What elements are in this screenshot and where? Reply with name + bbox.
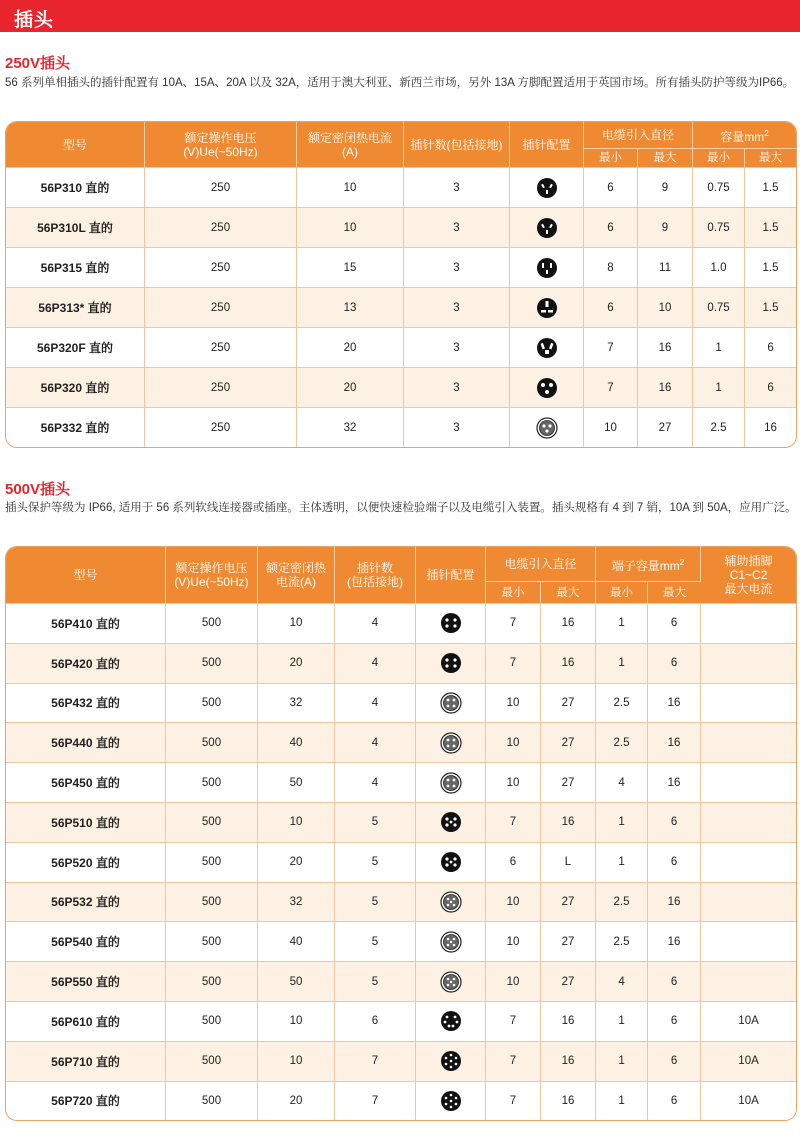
cell-current: 32 — [297, 407, 404, 447]
cell-kmin: 2.5 — [596, 882, 648, 922]
cell-cmax: 27 — [638, 407, 693, 447]
cell-current: 10 — [258, 1041, 335, 1081]
plug-4pin-large-icon — [440, 772, 462, 794]
pin-config-cell — [510, 407, 584, 447]
cell-voltage: 500 — [166, 1081, 258, 1121]
pin-config-cell — [416, 762, 486, 802]
cell-kmin: 2.5 — [693, 407, 745, 447]
cell-current: 20 — [297, 367, 404, 407]
table-row — [6, 722, 796, 762]
cell-pins: 4 — [335, 683, 416, 723]
cell-pins: 7 — [335, 1081, 416, 1121]
pin-config-cell — [510, 167, 584, 207]
cell-kmax: 1.5 — [745, 247, 796, 287]
cell-model: 56P710 直的 — [6, 1041, 166, 1081]
cell-pins: 4 — [335, 603, 416, 643]
header-capacity-max: 最大 — [648, 581, 701, 603]
cell-current: 10 — [258, 1001, 335, 1041]
pin-config-cell — [510, 287, 584, 327]
cell-current: 50 — [258, 961, 335, 1001]
cell-current: 32 — [258, 683, 335, 723]
cell-model: 56P510 直的 — [6, 802, 166, 842]
section-500v-title: 500V插头 — [5, 481, 71, 498]
cell-model: 56P520 直的 — [6, 842, 166, 882]
header-aux-current: 辅助插脚 C1~C2 最大电流 — [701, 547, 796, 603]
table-row — [6, 882, 796, 922]
header-capacity-min: 最小 — [693, 148, 745, 167]
cell-pins: 7 — [335, 1041, 416, 1081]
table-row — [6, 683, 796, 723]
cell-cmax: 27 — [541, 921, 596, 961]
pin-config-cell — [416, 722, 486, 762]
table-row — [6, 802, 796, 842]
cell-kmin: 1 — [596, 603, 648, 643]
cell-pins: 3 — [404, 407, 510, 447]
cell-pins: 3 — [404, 367, 510, 407]
cell-model: 56P332 直的 — [6, 407, 145, 447]
cell-aux — [701, 683, 796, 723]
header-cable-max: 最大 — [638, 148, 693, 167]
cell-cmin: 10 — [486, 921, 541, 961]
table-row — [6, 603, 796, 643]
cell-kmax: 16 — [648, 921, 701, 961]
header-voltage: 额定操作电压 (V)Ue(~50Hz) — [145, 122, 297, 167]
cell-voltage: 250 — [145, 407, 297, 447]
cell-kmax: 6 — [648, 802, 701, 842]
cell-model: 56P450 直的 — [6, 762, 166, 802]
pin-config-cell — [416, 1041, 486, 1081]
header-capacity: 容量$mm^2$ — [693, 122, 796, 148]
cell-cmax: 27 — [541, 882, 596, 922]
cell-current: 20 — [258, 842, 335, 882]
cell-kmax: 6 — [648, 643, 701, 683]
plug-6pin-icon — [440, 1010, 462, 1032]
plug-4pin-icon — [440, 652, 462, 674]
plug-5pin-large-icon — [440, 891, 462, 913]
header-capacity-max: 最大 — [745, 148, 796, 167]
plug-5pin-large-icon — [440, 931, 462, 953]
table-row — [6, 921, 796, 961]
cell-cmax: 27 — [541, 683, 596, 723]
header-cable-max: 最大 — [541, 581, 596, 603]
cell-cmin: 7 — [486, 1041, 541, 1081]
cell-kmax: 6 — [745, 367, 796, 407]
header-cable-min: 最小 — [486, 581, 541, 603]
cell-cmax: 16 — [541, 1041, 596, 1081]
cell-cmin: 10 — [486, 762, 541, 802]
cell-cmin: 6 — [584, 207, 638, 247]
cell-cmax: 16 — [541, 603, 596, 643]
cell-voltage: 250 — [145, 327, 297, 367]
cell-kmin: 0.75 — [693, 167, 745, 207]
cell-kmin: 1 — [596, 643, 648, 683]
cell-voltage: 500 — [166, 1041, 258, 1081]
cell-voltage: 250 — [145, 287, 297, 327]
pin-config-cell — [416, 842, 486, 882]
cell-aux — [701, 643, 796, 683]
cell-pins: 4 — [335, 643, 416, 683]
cell-cmin: 7 — [486, 802, 541, 842]
cell-kmin: 1 — [596, 1001, 648, 1041]
cell-model: 56P310L 直的 — [6, 207, 145, 247]
pin-config-cell — [416, 603, 486, 643]
cell-cmax: 27 — [541, 762, 596, 802]
cell-cmin: 7 — [486, 1081, 541, 1121]
cell-voltage: 250 — [145, 247, 297, 287]
cell-cmin: 7 — [486, 1001, 541, 1041]
table-row — [6, 367, 796, 407]
table-row — [6, 842, 796, 882]
cell-voltage: 500 — [166, 762, 258, 802]
cell-cmin: 10 — [486, 961, 541, 1001]
cell-pins: 4 — [335, 762, 416, 802]
cell-kmax: 6 — [648, 961, 701, 1001]
header-pins: 插针数 (包括接地) — [335, 547, 416, 603]
cell-cmax: 16 — [541, 643, 596, 683]
plug-3pin-vertical-icon — [536, 257, 558, 279]
cell-cmin: 8 — [584, 247, 638, 287]
plug-4pin-large-icon — [440, 692, 462, 714]
cell-pins: 3 — [404, 287, 510, 327]
cell-cmax: 16 — [541, 802, 596, 842]
cell-current: 10 — [297, 167, 404, 207]
pin-config-cell — [416, 921, 486, 961]
pin-config-cell — [416, 882, 486, 922]
cell-kmin: 4 — [596, 762, 648, 802]
table-500v — [5, 546, 797, 1121]
cell-cmax: 27 — [541, 722, 596, 762]
page-title: 插头 — [14, 10, 55, 31]
cell-voltage: 250 — [145, 167, 297, 207]
table-row — [6, 643, 796, 683]
plug-5pin-icon — [440, 811, 462, 833]
cell-cmax: 27 — [541, 961, 596, 1001]
cell-kmin: 1 — [693, 327, 745, 367]
pin-config-cell — [510, 367, 584, 407]
cell-cmax: 16 — [638, 327, 693, 367]
cell-kmax: 16 — [648, 882, 701, 922]
cell-kmin: 0.75 — [693, 207, 745, 247]
cell-kmin: 1 — [596, 802, 648, 842]
cell-model: 56P610 直的 — [6, 1001, 166, 1041]
cell-kmax: 16 — [648, 762, 701, 802]
pin-config-cell — [416, 683, 486, 723]
cell-cmin: 10 — [584, 407, 638, 447]
cell-aux — [701, 921, 796, 961]
pin-config-cell — [416, 1081, 486, 1121]
cell-cmax: 9 — [638, 207, 693, 247]
cell-kmax: 16 — [745, 407, 796, 447]
cell-cmax: 11 — [638, 247, 693, 287]
cell-pins: 5 — [335, 882, 416, 922]
cell-kmax: 1.5 — [745, 167, 796, 207]
cell-kmax: 6 — [648, 603, 701, 643]
cell-cmin: 7 — [486, 603, 541, 643]
pin-config-cell — [510, 247, 584, 287]
table-row — [6, 1081, 796, 1121]
cell-current: 50 — [258, 762, 335, 802]
cell-model: 56P320F 直的 — [6, 327, 145, 367]
header-model: 型号 — [6, 547, 166, 603]
cell-voltage: 500 — [166, 802, 258, 842]
plug-3pin-square-icon — [536, 297, 558, 319]
section-250v-description: 56 系列单相插头的插针配置有 10A、15A、20A 以及 32A，适用于澳大利亚、新西兰市场，另外 13A 方脚配置适用于英国市场。所有插头防护等级为IP66。 — [5, 77, 795, 89]
header-terminal-capacity: 端子容量$mm^2$ — [596, 547, 701, 581]
cell-current: 20 — [297, 327, 404, 367]
cell-cmin: 6 — [486, 842, 541, 882]
cell-kmin: 0.75 — [693, 287, 745, 327]
cell-pins: 3 — [404, 167, 510, 207]
cell-kmax: 1.5 — [745, 207, 796, 247]
header-capacity-min: 最小 — [596, 581, 648, 603]
cell-kmax: 6 — [648, 1081, 701, 1121]
table-row — [6, 407, 796, 447]
plug-5pin-icon — [440, 851, 462, 873]
plug-3pin-large-icon — [536, 417, 558, 439]
header-cable-min: 最小 — [584, 148, 638, 167]
table-row — [6, 247, 796, 287]
cell-aux — [701, 882, 796, 922]
plug-3pin-angled-icon — [536, 217, 558, 239]
cell-cmax: 16 — [638, 367, 693, 407]
cell-voltage: 500 — [166, 722, 258, 762]
cell-kmax: 1.5 — [745, 287, 796, 327]
plug-4pin-icon — [440, 612, 462, 634]
cell-aux — [701, 802, 796, 842]
plug-7pin-icon — [440, 1090, 462, 1112]
plug-3pin-round-icon — [536, 377, 558, 399]
plug-3pin-angled-icon — [536, 177, 558, 199]
pin-config-cell — [416, 961, 486, 1001]
cell-aux — [701, 762, 796, 802]
section-500v-description: 插头保护等级为 IP66, 适用于 56 系列软线连接器或插座。主体透明，以便快速检验端子以及电缆引入装置。插头规格有 4 到 7 销，10A 到 50A，应用广泛。 — [5, 502, 797, 514]
cell-pins: 4 — [335, 722, 416, 762]
cell-current: 32 — [258, 882, 335, 922]
cell-model: 56P410 直的 — [6, 603, 166, 643]
header-pins: 插针数(包括接地) — [404, 122, 510, 167]
cell-cmin: 7 — [584, 327, 638, 367]
cell-kmin: 2.5 — [596, 683, 648, 723]
cell-pins: 5 — [335, 961, 416, 1001]
cell-voltage: 500 — [166, 882, 258, 922]
cell-voltage: 500 — [166, 603, 258, 643]
header-cable-diameter: 电缆引入直径 — [584, 122, 693, 148]
cell-kmax: 6 — [745, 327, 796, 367]
cell-current: 20 — [258, 1081, 335, 1121]
cell-model: 56P320 直的 — [6, 367, 145, 407]
cell-pins: 3 — [404, 327, 510, 367]
cell-model: 56P720 直的 — [6, 1081, 166, 1121]
cell-pins: 6 — [335, 1001, 416, 1041]
cell-pins: 3 — [404, 207, 510, 247]
cell-kmin: 1 — [693, 367, 745, 407]
header-current: 额定密闭热 电流(A) — [258, 547, 335, 603]
cell-kmin: 2.5 — [596, 722, 648, 762]
cell-aux — [701, 961, 796, 1001]
cell-cmin: 7 — [486, 643, 541, 683]
cell-pins: 3 — [404, 247, 510, 287]
header-model: 型号 — [6, 122, 145, 167]
cell-voltage: 500 — [166, 643, 258, 683]
cell-pins: 5 — [335, 842, 416, 882]
cell-current: 15 — [297, 247, 404, 287]
cell-voltage: 500 — [166, 961, 258, 1001]
cell-aux: 10A — [701, 1041, 796, 1081]
cell-current: 10 — [258, 603, 335, 643]
cell-pins: 5 — [335, 921, 416, 961]
table-row — [6, 287, 796, 327]
cell-model: 56P313* 直的 — [6, 287, 145, 327]
cell-kmax: 6 — [648, 1001, 701, 1041]
pin-config-cell — [510, 207, 584, 247]
cell-pins: 5 — [335, 802, 416, 842]
section-250v-title: 250V插头 — [5, 55, 71, 72]
cell-cmin: 7 — [584, 367, 638, 407]
cell-aux — [701, 842, 796, 882]
cell-model: 56P540 直的 — [6, 921, 166, 961]
pin-config-cell — [416, 1001, 486, 1041]
cell-current: 20 — [258, 643, 335, 683]
cell-current: 40 — [258, 921, 335, 961]
plug-3pin-flat-icon — [536, 337, 558, 359]
cell-model: 56P420 直的 — [6, 643, 166, 683]
cell-aux: 10A — [701, 1081, 796, 1121]
cell-aux: 10A — [701, 1001, 796, 1041]
cell-kmin: 1 — [596, 842, 648, 882]
table-row — [6, 167, 796, 207]
cell-current: 10 — [258, 802, 335, 842]
cell-voltage: 500 — [166, 1001, 258, 1041]
cell-cmax: 16 — [541, 1001, 596, 1041]
cell-kmin: 1 — [596, 1041, 648, 1081]
plug-4pin-large-icon — [440, 732, 462, 754]
pin-config-cell — [416, 643, 486, 683]
cell-kmin: 4 — [596, 961, 648, 1001]
cell-current: 10 — [297, 207, 404, 247]
table-row — [6, 762, 796, 802]
table-row — [6, 961, 796, 1001]
cell-cmax: 16 — [541, 1081, 596, 1121]
table-row — [6, 327, 796, 367]
header-pin-config: 插针配置 — [510, 122, 584, 167]
pin-config-cell — [416, 802, 486, 842]
cell-cmax: 10 — [638, 287, 693, 327]
cell-cmax: 9 — [638, 167, 693, 207]
cell-cmin: 6 — [584, 287, 638, 327]
cell-cmin: 6 — [584, 167, 638, 207]
cell-kmin: 1 — [596, 1081, 648, 1121]
table-row — [6, 1041, 796, 1081]
cell-model: 56P310 直的 — [6, 167, 145, 207]
cell-kmax: 16 — [648, 722, 701, 762]
table-250v — [5, 121, 797, 448]
cell-aux — [701, 603, 796, 643]
cell-kmax: 6 — [648, 842, 701, 882]
table-row — [6, 207, 796, 247]
cell-current: 13 — [297, 287, 404, 327]
cell-kmin: 1.0 — [693, 247, 745, 287]
cell-model: 56P315 直的 — [6, 247, 145, 287]
pin-config-cell — [510, 327, 584, 367]
cell-voltage: 250 — [145, 207, 297, 247]
cell-kmin: 2.5 — [596, 921, 648, 961]
cell-voltage: 500 — [166, 921, 258, 961]
cell-cmin: 10 — [486, 722, 541, 762]
cell-model: 56P440 直的 — [6, 722, 166, 762]
cell-cmin: 10 — [486, 683, 541, 723]
header-pin-config: 插针配置 — [416, 547, 486, 603]
cell-model: 56P532 直的 — [6, 882, 166, 922]
cell-voltage: 500 — [166, 683, 258, 723]
cell-kmax: 6 — [648, 1041, 701, 1081]
cell-cmax: L — [541, 842, 596, 882]
table-row — [6, 1001, 796, 1041]
cell-aux — [701, 722, 796, 762]
plug-5pin-large-icon — [440, 971, 462, 993]
cell-kmax: 16 — [648, 683, 701, 723]
cell-current: 40 — [258, 722, 335, 762]
cell-cmin: 10 — [486, 882, 541, 922]
cell-voltage: 500 — [166, 842, 258, 882]
cell-voltage: 250 — [145, 367, 297, 407]
header-cable-diameter: 电缆引入直径 — [486, 547, 596, 581]
header-bar — [0, 0, 800, 32]
header-voltage: 额定操作电压 (V)Ue(~50Hz) — [166, 547, 258, 603]
plug-7pin-icon — [440, 1050, 462, 1072]
header-current: 额定密闭热电流 (A) — [297, 122, 404, 167]
cell-model: 56P550 直的 — [6, 961, 166, 1001]
cell-model: 56P432 直的 — [6, 683, 166, 723]
